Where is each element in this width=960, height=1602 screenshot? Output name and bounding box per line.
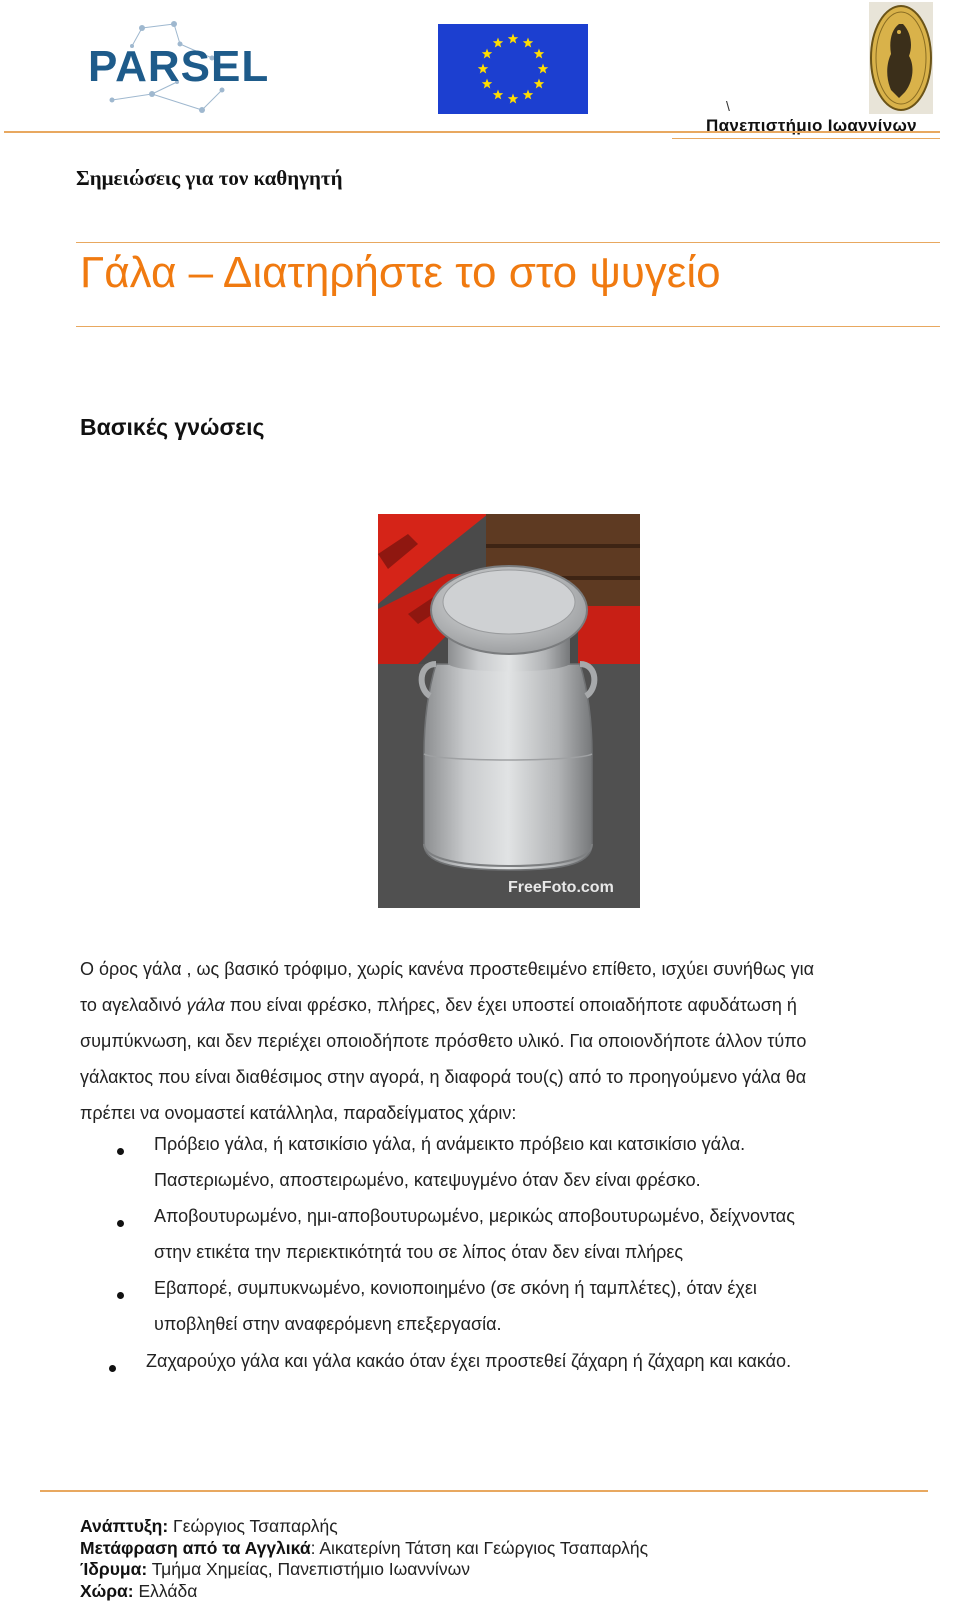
intro-paragraph bbox=[80, 951, 940, 1131]
paragraph-line: πρέπει να ονομαστεί κατάλληλα, παραδείγματος χάριν: bbox=[80, 1095, 940, 1131]
bullet-marker bbox=[109, 1365, 116, 1372]
eu-star-icon bbox=[523, 89, 533, 99]
eu-star-icon bbox=[534, 79, 544, 89]
footer-country: Χώρα: Ελλάδα bbox=[80, 1581, 648, 1602]
milk-emphasis: γάλα bbox=[186, 995, 224, 1015]
paragraph-line: Ο όρος γάλα , ως βασικό τρόφιμο, χωρίς κανένα προστεθειμένο επίθετο, ισχύει συνήθως για bbox=[80, 951, 940, 987]
parsel-logo-text: PARSEL bbox=[88, 42, 269, 92]
bullet-line: Αποβουτυρωμένο, ημι-αποβουτυρωμένο, μερικώς αποβουτυρωμένο, δείχνοντας bbox=[154, 1206, 795, 1227]
header-backslash: \ bbox=[726, 98, 730, 114]
eu-flag bbox=[438, 24, 588, 114]
paragraph-line: γάλακτος που είναι διαθέσιμος στην αγορά, η διαφορά του(ς) από το προηγούμενο γάλα θα bbox=[80, 1059, 940, 1095]
footer-institution: Ίδρυμα: Τμήμα Χημείας, Πανεπιστήμιο Ιωαννίνων bbox=[80, 1559, 648, 1581]
bullet-line: Εβαπορέ, συμπυκνωμένο, κονιοποιημένο (σε σκόνη ή ταμπλέτες), όταν έχει bbox=[154, 1278, 757, 1299]
eu-star-icon bbox=[508, 94, 518, 104]
bullet-marker bbox=[117, 1148, 124, 1155]
paragraph-text: που είναι φρέσκο, πλήρες, δεν έχει υποστεί οποιαδήποτε αφυδάτωση ή bbox=[225, 995, 797, 1015]
eu-stars-icon bbox=[438, 24, 588, 114]
bullet-line: Ζαχαρούχο γάλα και γάλα κακάο όταν έχει προστεθεί ζάχαρη ή ζάχαρη και κακάο. bbox=[146, 1351, 791, 1372]
photo-watermark: FreeFoto.com bbox=[508, 879, 614, 896]
eu-star-icon bbox=[482, 79, 492, 89]
bullet-line: Παστεριωμένο, αποστειρωμένο, κατεψυγμένο όταν δεν είναι φρέσκο. bbox=[154, 1170, 701, 1191]
university-name: Πανεπιστήμιο Ιωαννίνων bbox=[706, 116, 917, 136]
eu-star-icon bbox=[534, 49, 544, 59]
bullet-line: στην ετικέτα την περιεκτικότητά του σε λίπος όταν δεν είναι πλήρες bbox=[154, 1242, 683, 1263]
bullet-line: Πρόβειο γάλα, ή κατσικίσιο γάλα, ή ανάμεικτο πρόβειο και κατσικίσιο γάλα. bbox=[154, 1134, 745, 1155]
milk-churn-image bbox=[378, 514, 640, 908]
bullet-marker bbox=[117, 1292, 124, 1299]
eu-star-icon bbox=[478, 64, 488, 74]
header-divider bbox=[4, 131, 940, 133]
title-rule-bottom bbox=[76, 326, 940, 327]
eu-star-icon bbox=[538, 64, 548, 74]
section-heading: Βασικές γνώσεις bbox=[80, 414, 264, 441]
footer-translation: Μετάφραση από τα Αγγλικά: Αικατερίνη Τάτση και Γεώργιος Τσαπαρλής bbox=[80, 1538, 648, 1560]
milk-churn-photo bbox=[378, 514, 640, 908]
eu-star-icon bbox=[508, 34, 518, 44]
header-divider-secondary bbox=[672, 138, 940, 139]
paragraph-line bbox=[80, 987, 940, 1023]
parsel-logo bbox=[82, 18, 242, 114]
footer-credits bbox=[80, 1516, 648, 1602]
footer-development: Ανάπτυξη: Γεώργιος Τσαπαρλής bbox=[80, 1516, 648, 1538]
teacher-notes-label: Σημειώσεις για τον καθηγητή bbox=[76, 166, 343, 191]
eu-star-icon bbox=[493, 89, 503, 99]
paragraph-text: το αγελαδινό bbox=[80, 995, 186, 1015]
page-title: Γάλα – Διατηρήστε το στο ψυγείο bbox=[80, 248, 721, 298]
eu-star-icon bbox=[482, 49, 492, 59]
eu-star-icon bbox=[493, 38, 503, 48]
university-seal bbox=[869, 2, 933, 114]
title-rule-top bbox=[76, 242, 940, 243]
bullet-line: υποβληθεί στην αναφερόμενη επεξεργασία. bbox=[154, 1314, 502, 1335]
footer-divider bbox=[40, 1490, 928, 1492]
owl-seal-icon bbox=[869, 2, 933, 114]
eu-star-icon bbox=[523, 38, 533, 48]
paragraph-line: συμπύκνωση, και δεν περιέχει οποιοδήποτε πρόσθετο υλικό. Για οποιονδήποτε άλλον τύπο bbox=[80, 1023, 940, 1059]
bullet-marker bbox=[117, 1220, 124, 1227]
